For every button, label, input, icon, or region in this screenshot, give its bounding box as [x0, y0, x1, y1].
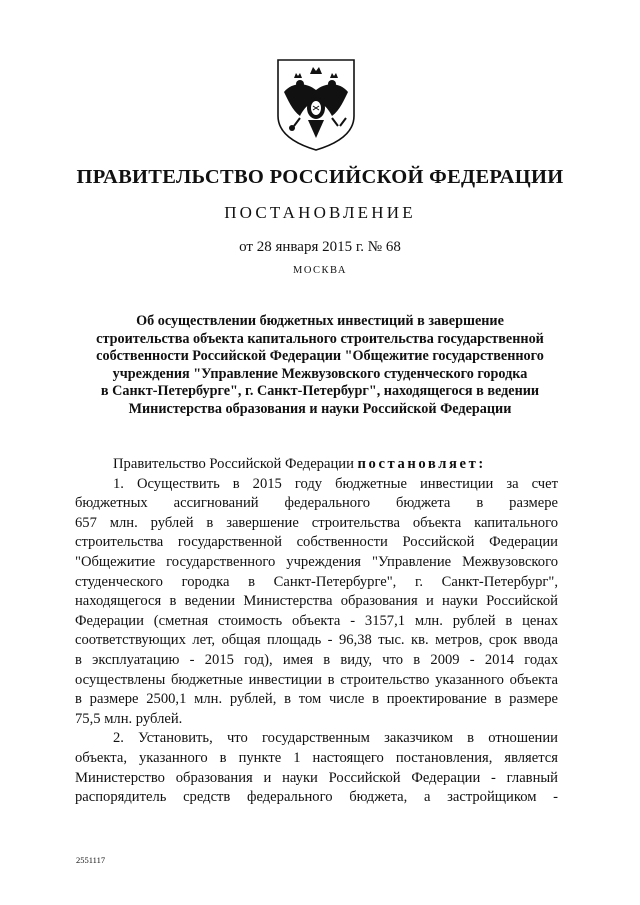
decree-word: постановляет: — [357, 456, 486, 472]
body-line: 2. Установить, что государственным заказчиком в отношении — [113, 730, 558, 747]
body-line: 75,5 млн. рублей. — [75, 710, 183, 727]
body-line: соответствующих лет, общая площадь - 96,38 тыс. кв. метров, срок ввода — [75, 632, 558, 649]
document-subject — [70, 313, 570, 419]
city: МОСКВА — [293, 265, 347, 276]
document-type: ПОСТАНОВЛЕНИЕ — [224, 203, 416, 222]
body-line: 657 млн. рублей в завершение строительства объекта капитального — [75, 514, 558, 531]
subject-line: собственности Российской Федерации "Общежитие государственного — [96, 348, 544, 365]
subject-line: учреждения "Управление Межвузовского студенческого городка — [112, 365, 528, 382]
body-line: находящегося в ведении Министерства образования и науки Российской — [75, 593, 558, 610]
subject-line: строительства объекта капитального строительства государственной — [96, 330, 544, 347]
body-line: строительства государственной собственности Российской Федерации — [75, 534, 558, 551]
body-line: Министерство образования и науки Российской Федерации - главный — [75, 769, 558, 786]
body-line: студенческого городка в Санкт-Петербурге", г. Санкт-Петербург", — [75, 573, 558, 590]
double-headed-eagle-emblem-icon — [270, 52, 362, 152]
body-line: бюджетных ассигнований федерального бюджета в размере — [75, 495, 558, 512]
document-date-number: от 28 января 2015 г. № 68 — [239, 239, 401, 255]
subject-line: Об осуществлении бюджетных инвестиций в завершение — [136, 313, 504, 329]
body-line: объекта, указанного в пункте 1 настоящего постановления, является — [75, 749, 558, 766]
subject-line: в Санкт-Петербурге", г. Санкт-Петербург", находящегося в ведении — [100, 383, 540, 400]
decree-intro-text: Правительство Российской Федерации — [113, 456, 358, 472]
footer-document-code: 2551117 — [76, 855, 106, 865]
decree-intro — [75, 455, 558, 475]
body-line: в размере 2500,1 млн. рублей, в том числе в проектирование в размере — [75, 691, 558, 708]
body-line: "Общежитие государственного учреждения "Управление Межвузовского — [75, 553, 558, 570]
body-line: в эксплуатацию - 2015 год), имея в виду, что в 2009 - 2014 годах — [75, 651, 558, 668]
body-line: распорядитель средств федерального бюджета, а застройщиком - — [75, 789, 558, 806]
subject-line: Министерства образования и науки Российской Федерации — [128, 400, 512, 417]
body-line: осуществлены бюджетные инвестиции в строительство указанного объекта — [75, 671, 558, 688]
body-line: Федерации (сметная стоимость объекта - 3157,1 млн. рублей в ценах — [75, 612, 558, 629]
document-body — [75, 455, 558, 808]
government-title: ПРАВИТЕЛЬСТВО РОССИЙСКОЙ ФЕДЕРАЦИИ — [76, 166, 564, 188]
body-line: 1. Осуществить в 2015 году бюджетные инвестиции за счет — [113, 475, 558, 492]
